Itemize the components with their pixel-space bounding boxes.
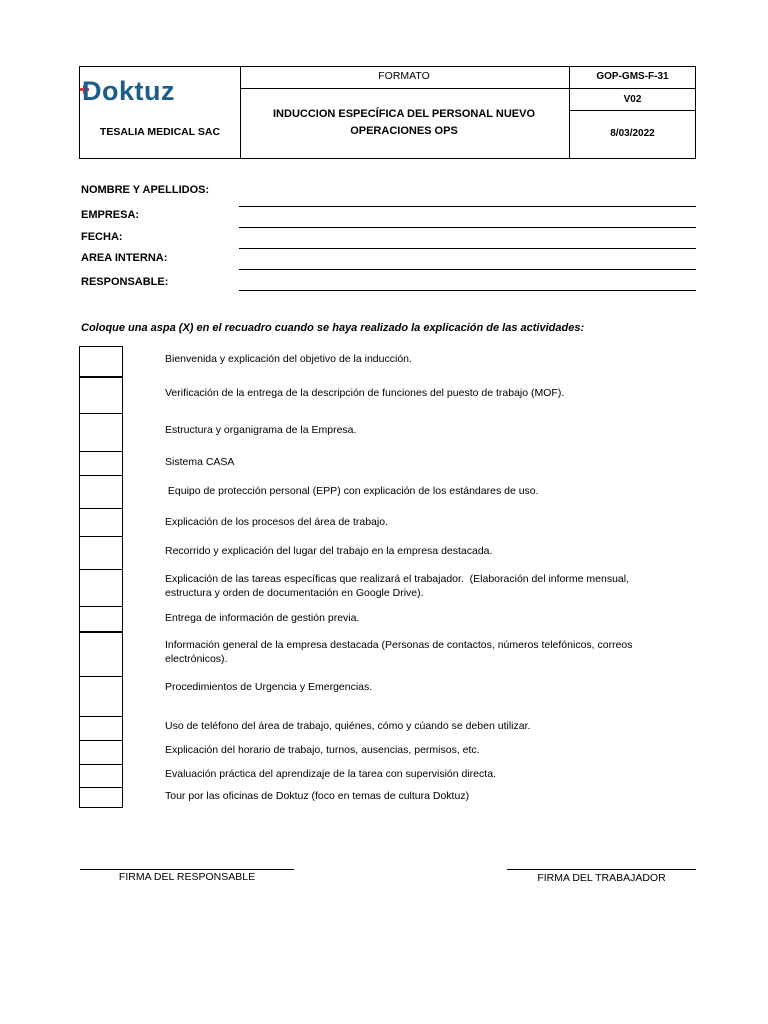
activity-item — [165, 789, 685, 803]
activity-checkbox[interactable] — [80, 569, 122, 606]
field-line-empresa[interactable] — [239, 227, 696, 228]
activity-checkbox[interactable] — [80, 475, 122, 508]
activity-item — [165, 719, 685, 733]
activity-item — [165, 767, 685, 781]
signature-line-responsable[interactable] — [80, 869, 294, 870]
activity-checkbox[interactable] — [80, 787, 122, 808]
document-date: 8/03/2022 — [610, 128, 655, 139]
document-code: GOP-GMS-F-31 — [596, 71, 669, 82]
activity-item — [165, 455, 685, 469]
activity-text: Evaluación práctica del aprendizaje de la tarea con supervisión directa. — [165, 768, 496, 780]
activity-text: Explicación de los procesos del área de trabajo. — [165, 516, 388, 528]
document-title — [240, 106, 568, 140]
activity-item — [165, 572, 685, 600]
header-divider — [569, 110, 696, 111]
title-line: INDUCCION ESPECÍFICA DEL PERSONAL NUEVO — [273, 108, 535, 120]
activity-text: Bienvenida y explicación del objetivo de la inducción. — [165, 353, 412, 365]
activity-item — [165, 611, 685, 625]
instruction-text: Coloque una aspa (X) en el recuadro cuando se haya realizado la explicación de las actividades: — [81, 322, 585, 334]
activity-text: Sistema CASA — [165, 456, 235, 468]
document-version: V02 — [623, 94, 642, 105]
logo-text: Doktuz — [82, 76, 175, 106]
activity-text: Explicación de las tareas específicas que realizará el trabajador. (Elaboración del informe mensual, — [165, 573, 629, 585]
activity-item — [165, 423, 685, 437]
field-line-nombre[interactable] — [239, 206, 696, 207]
activity-item — [165, 352, 685, 366]
activity-item — [165, 680, 685, 694]
activity-text: electrónicos). — [165, 653, 228, 665]
activity-text: estructura y orden de documentación en Google Drive). — [165, 587, 424, 599]
field-line-responsable[interactable] — [239, 290, 696, 291]
checkbox-column — [79, 346, 123, 808]
activity-checkbox[interactable] — [80, 632, 122, 676]
activity-text: Recorrido y explicación del lugar del trabajo en la empresa destacada. — [165, 545, 493, 557]
activity-checkbox[interactable] — [80, 377, 122, 413]
activity-text: Entrega de información de gestión previa. — [165, 612, 360, 624]
field-label-area: AREA INTERNA: — [81, 252, 168, 264]
activity-item — [165, 544, 685, 558]
activity-text: Procedimientos de Urgencia y Emergencias. — [165, 681, 373, 693]
header-divider — [569, 88, 696, 89]
field-label-responsable: RESPONSABLE: — [81, 276, 169, 288]
signature-line-trabajador[interactable] — [507, 869, 696, 870]
activity-text: Información general de la empresa destacada (Personas de contactos, números telefónicos, correos — [165, 639, 633, 651]
doktuz-logo — [80, 73, 240, 107]
field-label-nombre: NOMBRE Y APELLIDOS: — [81, 184, 210, 196]
activity-checkbox[interactable] — [80, 508, 122, 536]
format-label: FORMATO — [378, 70, 430, 82]
activity-item — [165, 638, 685, 666]
activity-checkbox[interactable] — [80, 676, 122, 716]
activity-text: Verificación de la entrega de la descripción de funciones del puesto de trabajo (MOF). — [165, 387, 565, 399]
activity-checkbox[interactable] — [80, 606, 122, 631]
signature-label-trabajador: FIRMA DEL TRABAJADOR — [537, 872, 666, 884]
activity-checkbox[interactable] — [80, 740, 122, 764]
activity-checkbox[interactable] — [80, 764, 122, 787]
activity-item — [165, 743, 685, 757]
activity-checkbox[interactable] — [80, 536, 122, 569]
activity-checkbox[interactable] — [80, 716, 122, 740]
activity-text: Equipo de protección personal (EPP) con explicación de los estándares de uso. — [165, 485, 539, 497]
title-line: OPERACIONES OPS — [350, 125, 458, 137]
field-label-empresa: EMPRESA: — [81, 209, 140, 221]
field-line-area[interactable] — [239, 269, 696, 270]
activity-checkbox[interactable] — [80, 347, 122, 376]
activity-checkbox[interactable] — [80, 413, 122, 451]
activity-checkbox[interactable] — [80, 451, 122, 475]
activity-text: Explicación del horario de trabajo, turnos, ausencias, permisos, etc. — [165, 744, 480, 756]
field-label-fecha: FECHA: — [81, 231, 123, 243]
company-name: TESALIA MEDICAL SAC — [99, 126, 221, 138]
activity-item — [165, 484, 685, 498]
activity-item — [165, 386, 685, 400]
signature-label-responsable: FIRMA DEL RESPONSABLE — [118, 871, 256, 883]
activity-text: Tour por las oficinas de Doktuz (foco en temas de cultura Doktuz) — [165, 790, 470, 802]
company-logo — [80, 73, 240, 107]
activity-text: Uso de teléfono del área de trabajo, quiénes, cómo y cúando se deben utilizar. — [165, 720, 531, 732]
header-divider — [240, 88, 569, 89]
field-line-fecha[interactable] — [239, 248, 696, 249]
activity-text: Estructura y organigrama de la Empresa. — [165, 424, 357, 436]
activity-item — [165, 515, 685, 529]
